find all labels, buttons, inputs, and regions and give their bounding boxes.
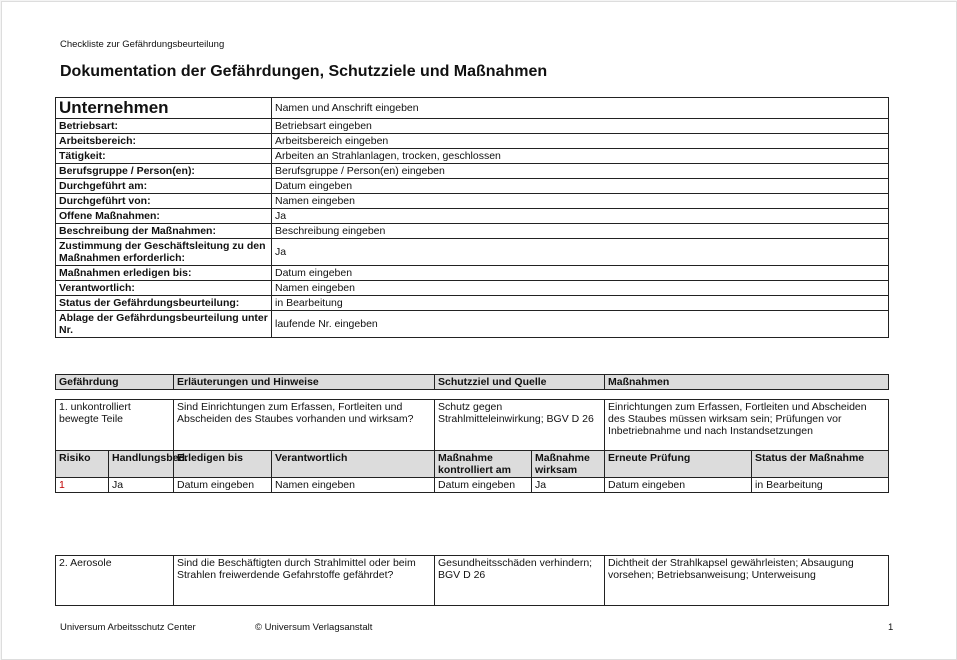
- info-row: [56, 194, 889, 209]
- hazard-goal: Gesundheitsschäden verhindern; BGV D 26: [435, 556, 605, 606]
- hazard-notes: Sind die Beschäftigten durch Strahlmittel oder beim Strahlen freiwerdende Gefahrstoffe gefährdet?: [174, 556, 435, 606]
- doc-kicker: Checkliste zur Gefährdungsbeurteilung: [60, 39, 225, 50]
- info-label: Zustimmung der Geschäftsleitung zu den Maßnahmen erforderlich:: [56, 239, 272, 266]
- info-value[interactable]: Berufsgruppe / Person(en) eingeben: [272, 164, 889, 179]
- info-label: Verantwortlich:: [56, 281, 272, 296]
- info-label: Status der Gefährdungsbeurteilung:: [56, 296, 272, 311]
- company-value[interactable]: Namen und Anschrift eingeben: [272, 98, 889, 119]
- info-label: Maßnahmen erledigen bis:: [56, 266, 272, 281]
- info-row: [56, 239, 889, 266]
- info-label: Berufsgruppe / Person(en):: [56, 164, 272, 179]
- info-label: Betriebsart:: [56, 119, 272, 134]
- info-row: [56, 119, 889, 134]
- sub-value-cell[interactable]: Datum eingeben: [174, 478, 272, 493]
- sub-value-cell[interactable]: Datum eingeben: [435, 478, 532, 493]
- info-row: [56, 281, 889, 296]
- info-value[interactable]: Ja: [272, 209, 889, 224]
- hazard-header: [55, 374, 889, 390]
- info-row: [56, 209, 889, 224]
- footer-center: © Universum Verlagsanstalt: [255, 622, 373, 633]
- hazard-name: 1. unkontrolliert bewegte Teile: [56, 400, 174, 451]
- sub-value-cell[interactable]: 1: [56, 478, 109, 493]
- sub-header-cell: Erledigen bis: [174, 451, 272, 478]
- sub-header-cell: Status der Maßnahme: [752, 451, 889, 478]
- company-label: Unternehmen: [56, 98, 272, 119]
- hazard-name: 2. Aerosole: [56, 556, 174, 606]
- doc-title: Dokumentation der Gefährdungen, Schutzziele und Maßnahmen: [60, 63, 548, 80]
- info-table: [55, 97, 889, 338]
- info-label: Durchgeführt am:: [56, 179, 272, 194]
- footer-left: Universum Arbeitsschutz Center: [60, 622, 196, 633]
- info-value[interactable]: in Bearbeitung: [272, 296, 889, 311]
- info-label: Durchgeführt von:: [56, 194, 272, 209]
- page-number: 1: [888, 622, 894, 633]
- info-value[interactable]: Arbeiten an Strahlanlagen, trocken, geschlossen: [272, 149, 889, 164]
- hazard-2: [55, 555, 889, 606]
- sub-header-cell: Maßnahme kontrolliert am: [435, 451, 532, 478]
- info-value[interactable]: Datum eingeben: [272, 266, 889, 281]
- info-value[interactable]: Namen eingeben: [272, 281, 889, 296]
- sub-header-cell: Erneute Prüfung: [605, 451, 752, 478]
- info-row: [56, 134, 889, 149]
- sub-header-cell: Maßnahme wirksam: [532, 451, 605, 478]
- info-label: Beschreibung der Maßnahmen:: [56, 224, 272, 239]
- info-value[interactable]: laufende Nr. eingeben: [272, 311, 889, 338]
- sub-header-cell: Verantwortlich: [272, 451, 435, 478]
- hazard-goal: Schutz gegen Strahlmitteleinwirkung; BGV D 26: [435, 400, 605, 451]
- sub-value-cell[interactable]: in Bearbeitung: [752, 478, 889, 493]
- sub-value-cell[interactable]: Ja: [109, 478, 174, 493]
- sub-value-cell[interactable]: Namen eingeben: [272, 478, 435, 493]
- sub-value-cell[interactable]: Datum eingeben: [605, 478, 752, 493]
- info-value[interactable]: Namen eingeben: [272, 194, 889, 209]
- info-value[interactable]: Beschreibung eingeben: [272, 224, 889, 239]
- hazard-notes: Sind Einrichtungen zum Erfassen, Fortleiten und Abscheiden des Staubes vorhanden und wirksam?: [174, 400, 435, 451]
- hazard-measures: Einrichtungen zum Erfassen, Fortleiten und Abscheiden des Staubes müssen wirksam sein; Prüfungen vor Inbetriebnahme und nach Instandsetzungen: [605, 400, 889, 451]
- hdr-measures: Maßnahmen: [605, 375, 889, 390]
- hazard-1: [55, 399, 889, 493]
- info-label: Arbeitsbereich:: [56, 134, 272, 149]
- info-row: [56, 311, 889, 338]
- info-value[interactable]: Betriebsart eingeben: [272, 119, 889, 134]
- info-label: Offene Maßnahmen:: [56, 209, 272, 224]
- hdr-notes: Erläuterungen und Hinweise: [174, 375, 435, 390]
- sub-header-cell: Risiko: [56, 451, 109, 478]
- info-label: Ablage der Gefährdungsbeurteilung unter Nr.: [56, 311, 272, 338]
- info-row: [56, 266, 889, 281]
- hazard-measures: Dichtheit der Strahlkapsel gewährleisten; Absaugung vorsehen; Betriebsanweisung; Unterweisung: [605, 556, 889, 606]
- info-row: [56, 164, 889, 179]
- hdr-goal: Schutzziel und Quelle: [435, 375, 605, 390]
- info-value[interactable]: Ja: [272, 239, 889, 266]
- info-row: [56, 179, 889, 194]
- info-row: [56, 296, 889, 311]
- sub-value-cell[interactable]: Ja: [532, 478, 605, 493]
- document-page: [1, 1, 957, 660]
- info-row: [56, 224, 889, 239]
- sub-header-cell: Handlungsbed.: [109, 451, 174, 478]
- info-value[interactable]: Arbeitsbereich eingeben: [272, 134, 889, 149]
- info-value[interactable]: Datum eingeben: [272, 179, 889, 194]
- hdr-hazard: Gefährdung: [56, 375, 174, 390]
- info-row: [56, 149, 889, 164]
- info-label: Tätigkeit:: [56, 149, 272, 164]
